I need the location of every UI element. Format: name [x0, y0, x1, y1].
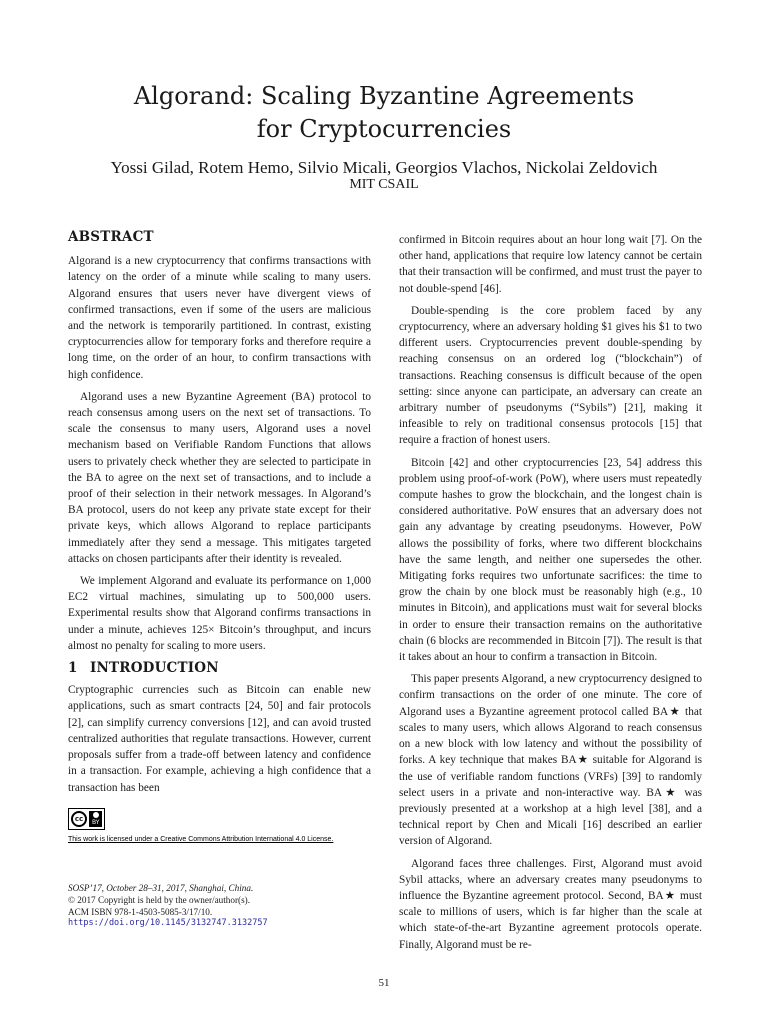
introduction-heading [68, 660, 371, 676]
person-icon [93, 812, 99, 818]
isbn: ACM ISBN 978-1-4503-5085-3/17/10. [68, 906, 213, 917]
section-title: INTRODUCTION [90, 660, 219, 677]
affiliation: MIT CSAIL [349, 177, 419, 192]
footnote [68, 883, 371, 930]
section-number: 1 [68, 660, 78, 677]
creative-commons-icon[interactable] [68, 808, 105, 830]
right-column [399, 232, 702, 959]
doi-link[interactable]: https://doi.org/10.1145/3132747.3132757 [68, 918, 268, 929]
page-number: 51 [378, 977, 390, 989]
body-paragraph: confirmed in Bitcoin requires about an hour long wait [7]. On the other hand, applications that require low latency cannot be certain that their transaction will be confirmed, and must trust the payer to not double-spend [46]. [399, 234, 702, 295]
body-paragraph: Double-spending is the core problem faced by any cryptocurrency, where an adversary holding $1 gives his $1 to two different users. Cryptocurrencies prevent double-spending by reaching consensus on an ordered log (“blockchain”) of transactions. Reaching consensus is difficult because of the open setting: since anyone can participate, an adversary can create an arbitrary number of pseudonyms (“Sybils”) [21], making it infeasible to rely on traditional consensus protocols [15] that require a fraction of honest users. [399, 304, 702, 447]
cc-circle-icon: cc [71, 811, 87, 827]
license-block [68, 808, 371, 843]
abstract-paragraph: We implement Algorand and evaluate its performance on 1,000 EC2 virtual machines, simulating up to 500,000 users. Experimental results show that Algorand confirms transactions in under a minute, achieves 125× Bitcoin’s throughput, and incurs almost no penalty for scaling to more users. [68, 575, 371, 652]
body-paragraph: Bitcoin [42] and other cryptocurrencies [23, 54] address this problem using proof-of-work (PoW), where users must repeatedly compute hashes to grow the blockchain, and the longest chain is considered authoritative. PoW ensures that an adversary does not gain any advantage by creating pseudonyms. However, PoW allows the possibility of forks, where two different blockchains have the same length, and neither one supersedes the other. Mitigating forks requires two unfortunate sacrifices: the time to grow the chain by one block must be reasonably high (e.g., 10 minutes in Bitcoin), and applications must wait for several blocks in order to ensure their transaction remains on the authoritative chain (6 blocks are recommended in Bitcoin [7]). The result is that it takes about an hour to confirm a transaction in Bitcoin. [399, 456, 702, 664]
intro-paragraph: Cryptographic currencies such as Bitcoin can enable new applications, such as smart contracts [24, 50] and fair protocols [2], can simplify currency conversions [12], and can avoid trusted centralized authorities that regulate transactions. However, current proposals suffer from a trade-off between latency and confidence in a transaction. For example, achieving a high confidence that a transaction has been [68, 684, 371, 794]
left-column [68, 229, 371, 802]
body-paragraph: Algorand faces three challenges. First, Algorand must avoid Sybil attacks, where an adversary creates many pseudonyms to influence the Byzantine agreement protocol. Second, BA★ must scale to millions of users, which is far higher than the scale at which state-of-the-art Byzantine agreement protocols operate. Finally, Algorand must be re- [399, 857, 702, 951]
license-link[interactable]: This work is licensed under a Creative Commons Attribution International 4.0 License. [68, 836, 334, 843]
by-label: BY [92, 819, 100, 826]
abstract-paragraph: Algorand uses a new Byzantine Agreement (BA) protocol to reach consensus among users on the next set of transactions. To scale the consensus to many users, Algorand uses a novel mechanism based on Verifiable Random Functions that allows users to privately check whether they are selected to participate in the BA to agree on the next set of transactions, and to include a proof of their selection in their network messages. In Algorand’s BA protocol, users do not keep any private state except for their private keys, which allows Algorand to replace participants immediately after they send a message. This mitigates targeted attacks on chosen participants after their identity is revealed. [68, 390, 371, 565]
title-line-1: Algorand: Scaling Byzantine Agreements [133, 82, 635, 110]
abstract-paragraph: Algorand is a new cryptocurrency that confirms transactions with latency on the order of a minute while scaling to many users. Algorand ensures that users never have divergent views of confirmed transactions, even if some of the users are malicious and the network is temporarily partitioned. In contrast, existing cryptocurrencies allow for temporary forks and therefore require a long time, on the order of an hour, to confirm transactions with high confidence. [68, 255, 371, 381]
attribution-icon [89, 811, 102, 827]
author-list: Yossi Gilad, Rotem Hemo, Silvio Micali, Georgios Vlachos, Nickolai Zeldovich [110, 158, 658, 177]
paper-title [0, 80, 768, 146]
abstract-heading: ABSTRACT [68, 229, 154, 245]
conference-info: SOSP’17, October 28–31, 2017, Shanghai, China. [68, 883, 254, 893]
copyright-notice: © 2017 Copyright is held by the owner/author(s). [68, 894, 251, 905]
body-paragraph: This paper presents Algorand, a new cryptocurrency designed to confirm transactions on the order of one minute. The core of Algorand uses a Byzantine agreement protocol called BA★ that scales to many users, which allows Algorand to reach consensus on a new block with low latency and without the possibility of forks. A key technique that makes BA★ suitable for Algorand is the use of verifiable random functions (VRFs) [39] to randomly select users in a private and non-interactive way. BA★ was previously presented at a workshop at a high level [38], and a technical report by Chen and Micali [16] described an earlier version of Algorand. [399, 673, 702, 848]
title-line-2: for Cryptocurrencies [256, 115, 512, 143]
